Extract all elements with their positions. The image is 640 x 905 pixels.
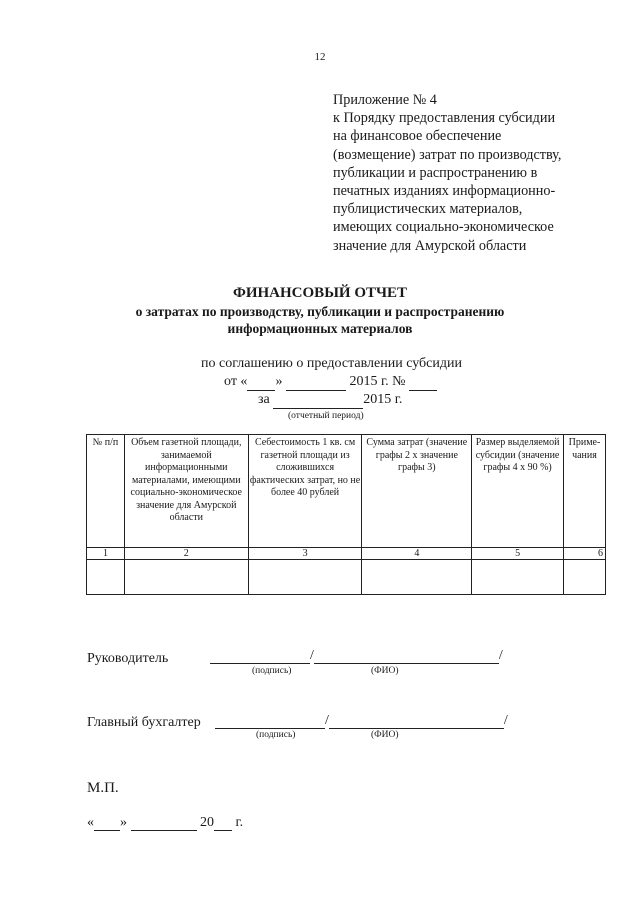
accountant-sign-label: (подпись) <box>256 730 296 740</box>
date-year: 20 <box>200 815 214 830</box>
agreement-number-blank[interactable] <box>409 376 437 391</box>
agreement-from-line <box>224 373 437 391</box>
column-number: 6 <box>563 548 605 560</box>
appendix-line: публикации и распространению в <box>333 164 538 181</box>
accountant-label: Главный бухгалтер <box>87 715 201 730</box>
table-cell[interactable] <box>472 560 564 595</box>
title-subtitle-line: о затратах по производству, публикации и распространению <box>135 304 505 319</box>
header-cell-subsidy: Размер выделяемой субсидии (значение графы 4 х 90 %) <box>472 435 564 548</box>
head-sign-label: (подпись) <box>252 666 292 676</box>
date-day-blank[interactable] <box>94 816 120 831</box>
accountant-sign-blank[interactable] <box>215 714 325 729</box>
appendix-line: значение для Амурской области <box>333 237 527 254</box>
head-sign-blank[interactable] <box>210 649 310 664</box>
date-row <box>87 815 243 831</box>
appendix-line: публицистических материалов, <box>333 201 523 218</box>
head-signature-row <box>87 651 168 667</box>
head-name-blank[interactable] <box>314 649 499 664</box>
day-blank[interactable] <box>247 376 275 391</box>
slash: / <box>503 713 508 728</box>
date-close: » <box>120 815 127 830</box>
appendix-line: Приложение № 4 <box>333 92 437 108</box>
from-mid: » <box>275 374 283 389</box>
header-cell-notes: Приме-чания <box>563 435 605 548</box>
table-cell[interactable] <box>124 560 248 595</box>
slash: / <box>325 713 329 728</box>
slash: / <box>310 648 314 663</box>
title-main: ФИНАНСОВЫЙ ОТЧЕТ <box>232 285 408 301</box>
table-cell[interactable] <box>362 560 472 595</box>
accountant-name-blank[interactable] <box>329 714 504 729</box>
header-cell-cost: Себестоимость 1 кв. см газетной площади из сложившихся фактических затрат, но не более 40 рублей <box>248 435 362 548</box>
table-cell[interactable] <box>563 560 605 595</box>
table-cell[interactable] <box>248 560 362 595</box>
month-blank[interactable] <box>286 376 346 391</box>
header-cell-area: Объем газетной площади, занимаемой информационными материалами, имеющими социально-экономическое значение для Амурской области <box>124 435 248 548</box>
appendix-line: имеющих социально-экономическое <box>333 219 554 236</box>
for-year: 2015 г. <box>363 392 403 407</box>
report-table <box>86 434 606 595</box>
column-number: 3 <box>248 548 362 560</box>
accountant-signature-lines <box>215 713 508 729</box>
slash: / <box>498 648 503 663</box>
header-cell-total: Сумма затрат (значение графы 2 х значение графы 3) <box>362 435 472 548</box>
appendix-line: на финансовое обеспечение <box>333 128 502 145</box>
head-signature-lines <box>210 648 503 664</box>
title-subtitle-line: информационных материалов <box>227 321 413 336</box>
column-number: 1 <box>87 548 125 560</box>
for-prefix: за <box>258 392 270 407</box>
head-name-label: (ФИО) <box>371 666 399 676</box>
head-label: Руководитель <box>87 651 169 666</box>
date-suffix: г. <box>235 815 244 830</box>
report-title <box>0 284 640 337</box>
column-number: 2 <box>124 548 248 560</box>
column-number: 5 <box>472 548 564 560</box>
appendix-block <box>333 91 633 255</box>
date-open: « <box>87 815 94 830</box>
column-number: 4 <box>362 548 472 560</box>
stamp-place: М.П. <box>87 780 119 796</box>
appendix-line: к Порядку предоставления субсидии <box>333 110 556 127</box>
header-cell-number: № п/п <box>87 435 125 548</box>
accountant-signature-row <box>87 715 201 731</box>
period-label: (отчетный период) <box>288 411 364 421</box>
from-year: 2015 г. № <box>349 374 406 389</box>
date-year-blank[interactable] <box>214 816 232 831</box>
agreement-line: по соглашению о предоставлении субсидии <box>201 356 462 371</box>
accountant-name-label: (ФИО) <box>371 730 399 740</box>
appendix-line: (возмещение) затрат по производству, <box>333 146 562 163</box>
table-cell[interactable] <box>87 560 125 595</box>
page-number: 12 <box>314 51 326 63</box>
appendix-line: печатных изданиях информационно- <box>333 183 556 200</box>
from-prefix: от « <box>224 374 248 389</box>
date-month-blank[interactable] <box>131 816 197 831</box>
